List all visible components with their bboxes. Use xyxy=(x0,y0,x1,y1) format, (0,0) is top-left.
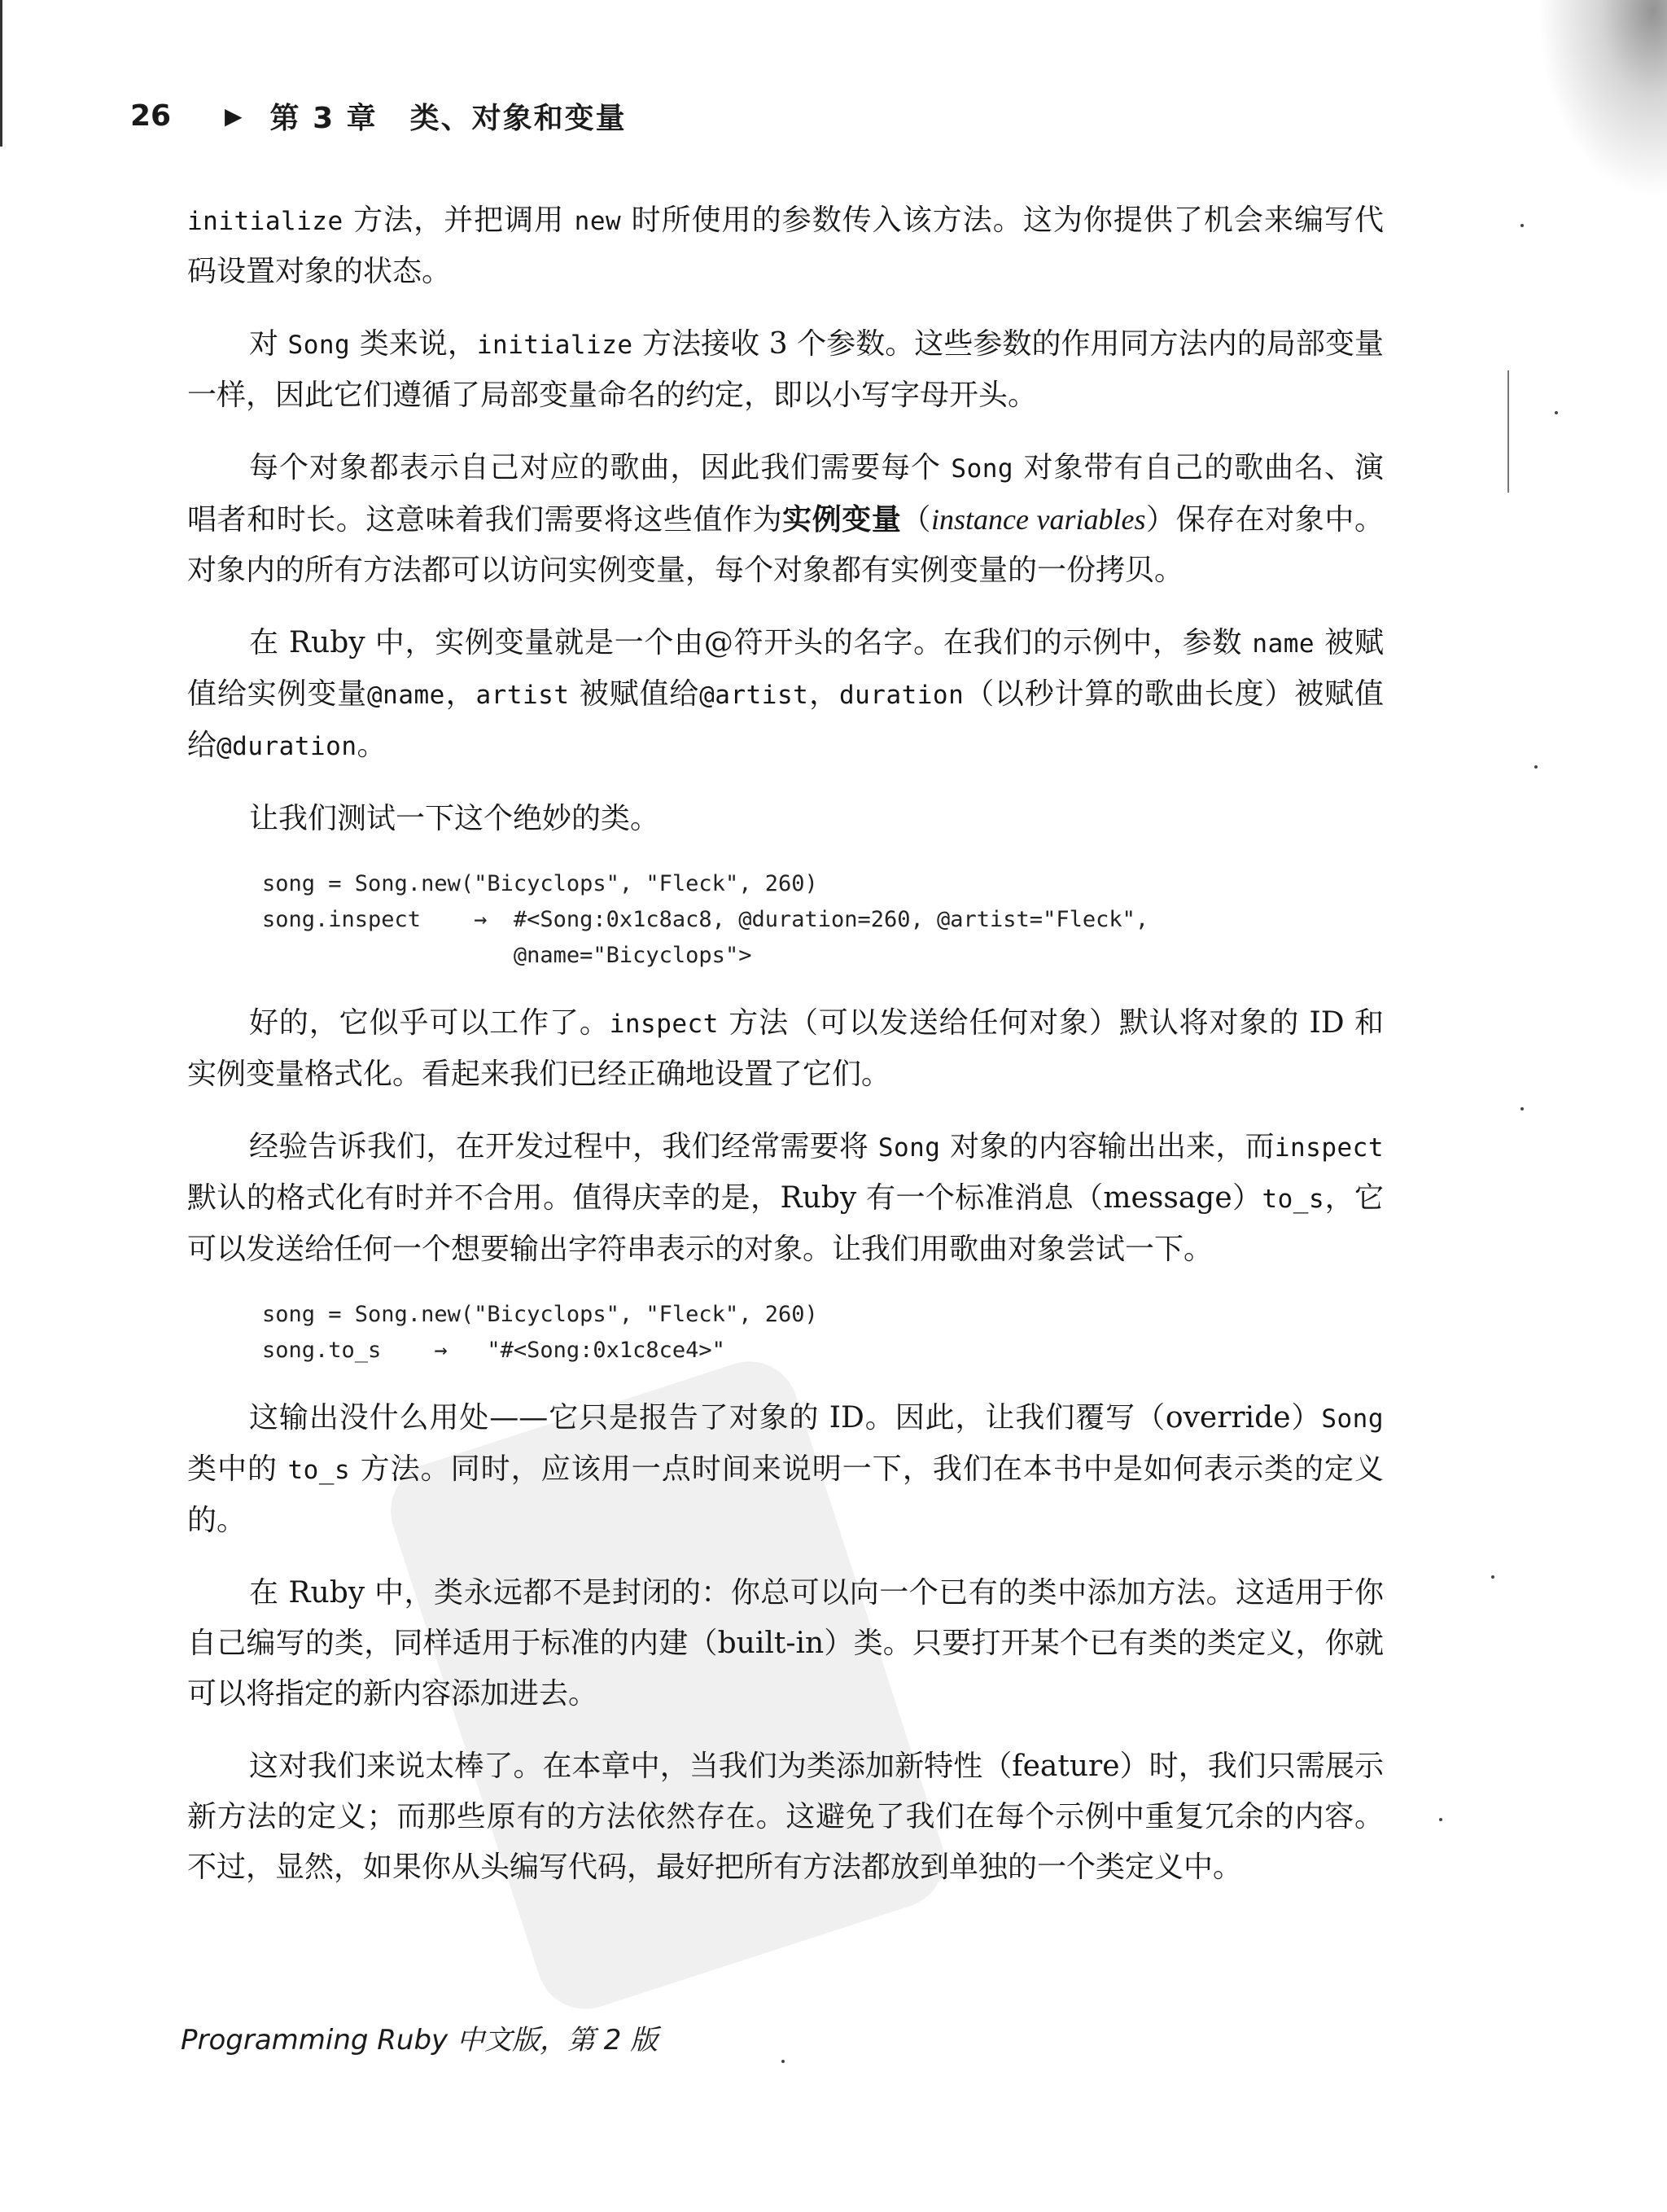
text-run: 被赋值给实例变量 xyxy=(187,626,1384,711)
running-header xyxy=(130,91,627,140)
inline-code: initialize xyxy=(187,207,343,236)
inline-code: to_s xyxy=(1262,1185,1325,1214)
code-block-to-s xyxy=(262,1297,1384,1369)
scan-speck xyxy=(1534,765,1538,769)
chapter-title: 类、对象和变量 xyxy=(409,101,627,135)
code-line: song = Song.new("Bicyclops", "Fleck", 260) xyxy=(262,1302,818,1327)
chapter-number: 第 3 章 xyxy=(269,101,378,135)
paragraph-6 xyxy=(187,998,1384,1100)
text-run: 对 xyxy=(249,327,288,361)
paragraph-2 xyxy=(187,319,1384,421)
text-run: 在 Ruby 中，实例变量就是一个由@符开头的名字。在我们的示例中，参数 xyxy=(249,626,1253,659)
inline-code: new xyxy=(574,207,622,236)
text-run: 每个对象都表示自己对应的歌曲，因此我们需要每个 xyxy=(249,451,952,484)
text-run: 在 Ruby 中，类永远都不是封闭的：你总可以向一个已有的类中添加方法。这适用于你自己编写的类，同样适用于标准的内建（built-in）类。只要打开某个已有类的类定义，你就可以将指定的新内容添加进去。 xyxy=(187,1576,1384,1710)
inline-code: Song xyxy=(951,454,1014,484)
text-run: （ xyxy=(901,503,931,537)
text-run: ， xyxy=(444,677,476,711)
scan-speck xyxy=(1520,224,1524,227)
running-footer-book-title: Programming Ruby 中文版，第 2 版 xyxy=(181,2024,658,2057)
text-run: 默认的格式化有时并不合用。值得庆幸的是，Ruby 有一个标准消息（message） xyxy=(187,1181,1262,1215)
inline-code: Song xyxy=(287,331,351,360)
text-run: ， xyxy=(808,677,839,711)
text-run: 让我们测试一下这个绝妙的类。 xyxy=(249,802,660,835)
inline-code: Song xyxy=(877,1133,941,1163)
code-line: song.inspect → #<Song:0x1c8ac8, @duration=260, @artist="Fleck", xyxy=(262,907,1149,932)
text-run: ，它可以发送给任何一个想要输出字符串表示的对象。让我们用歌曲对象尝试一下。 xyxy=(187,1181,1384,1266)
scan-speck xyxy=(1520,1107,1524,1110)
paragraph-8 xyxy=(187,1393,1384,1546)
scan-speck xyxy=(781,2060,785,2063)
scan-left-edge xyxy=(0,0,2,147)
paragraph-3 xyxy=(187,443,1384,596)
text-run: （以秒计算的歌曲长度）被赋值给 xyxy=(187,677,1384,762)
paragraph-5 xyxy=(187,794,1384,844)
inline-code: duration xyxy=(838,681,965,710)
text-run: 好的，它似乎可以工作了。 xyxy=(249,1006,610,1040)
inline-code: @name xyxy=(367,681,445,710)
scan-speck xyxy=(1555,411,1558,414)
text-run: 这对我们来说太棒了。在本章中，当我们为类添加新特性（feature）时，我们只需展示新方法的定义；而那些原有的方法依然存在。这避免了我们在每个示例中重复冗余的内容。不过，显然，如果你从头编写代码，最好把所有方法都放到单独的一个类定义中。 xyxy=(187,1750,1384,1884)
inline-code: inspect xyxy=(609,1010,719,1039)
inline-code: inspect xyxy=(1274,1133,1384,1163)
inline-code: @artist xyxy=(699,681,809,710)
text-run: 经验告诉我们，在开发过程中，我们经常需要将 xyxy=(249,1130,878,1163)
text-run: 方法（可以发送给任何对象）默认将对象的 ID 和实例变量格式化。看起来我们已经正确地设置了它们。 xyxy=(187,1006,1384,1091)
scan-speck xyxy=(1439,1818,1442,1821)
page-number: 26 xyxy=(130,99,172,133)
inline-code: artist xyxy=(475,681,570,710)
code-line: song = Song.new("Bicyclops", "Fleck", 260) xyxy=(262,871,818,896)
code-block-inspect xyxy=(262,866,1384,974)
text-run: 对象的内容输出出来，而 xyxy=(940,1130,1275,1163)
code-line: @name="Bicyclops"> xyxy=(262,943,752,968)
paragraph-7 xyxy=(187,1122,1384,1275)
inline-code: Song xyxy=(1321,1404,1384,1434)
paragraph-4 xyxy=(187,618,1384,772)
inline-code: initialize xyxy=(476,331,633,360)
text-run: 这输出没什么用处——它只是报告了对象的 ID。因此，让我们覆写（override） xyxy=(249,1401,1322,1435)
paragraph-9 xyxy=(187,1568,1384,1719)
paragraph-1 xyxy=(187,195,1384,297)
text-run: 类来说， xyxy=(350,327,477,361)
code-line: song.to_s → "#<Song:0x1c8ce4>" xyxy=(262,1338,725,1363)
text-run: 对象带有自己的歌曲名、演唱者和时长。这意味着我们需要将这些值作为 xyxy=(187,451,1384,537)
inline-code: @duration xyxy=(217,732,357,761)
text-run: 方法，并把调用 xyxy=(343,204,575,237)
italic-term: instance variables xyxy=(930,503,1146,536)
scan-corner-shadow xyxy=(1529,0,1667,212)
text-run: 类中的 xyxy=(187,1452,288,1486)
play-triangle-icon: ▶ xyxy=(225,102,243,129)
text-run: 被赋值给 xyxy=(569,677,700,711)
text-run: ）保存在对象中。对象内的所有方法都可以访问实例变量，每个对象都有实例变量的一份拷贝。 xyxy=(187,503,1384,587)
text-run: 时所使用的参数传入该方法。这为你提供了机会来编写代码设置对象的状态。 xyxy=(187,204,1384,288)
inline-code: name xyxy=(1252,629,1315,659)
page-body xyxy=(187,195,1384,1915)
text-run: 方法接收 3 个参数。这些参数的作用同方法内的局部变量一样，因此它们遵循了局部变量命名的约定，即以小写字母开头。 xyxy=(187,327,1384,412)
text-run: 方法。同时，应该用一点时间来说明一下，我们在本书中是如何表示类的定义的。 xyxy=(187,1452,1384,1537)
inline-code: to_s xyxy=(287,1456,351,1485)
bold-term: 实例变量 xyxy=(782,502,902,537)
text-run: 。 xyxy=(357,729,387,762)
paragraph-10 xyxy=(187,1741,1384,1893)
scan-speck xyxy=(1491,1575,1494,1579)
scan-line xyxy=(1507,370,1509,493)
